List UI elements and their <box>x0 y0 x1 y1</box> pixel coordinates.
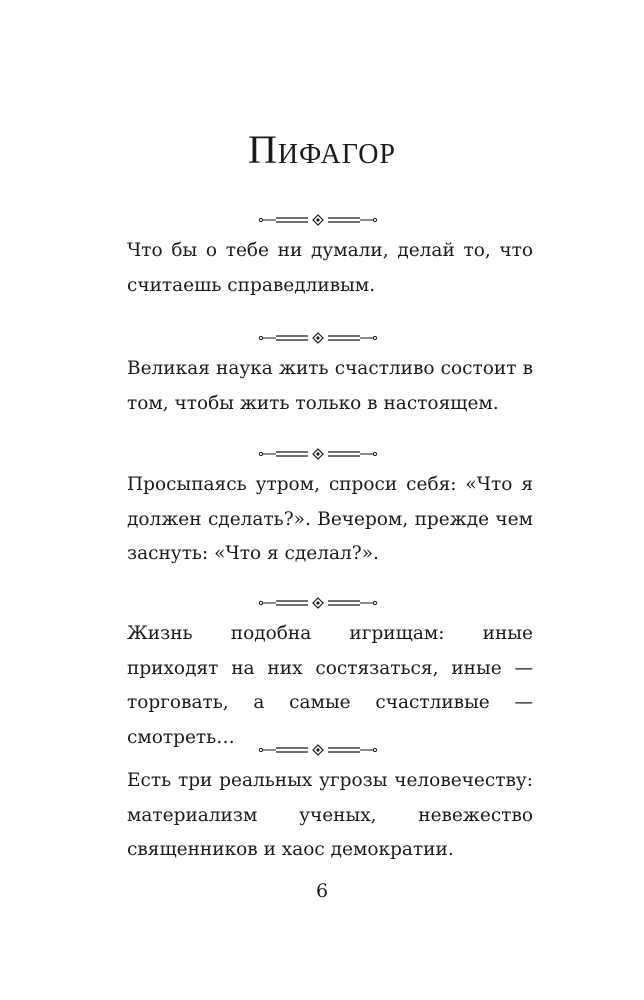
quote-text: Великая наука жить счастливо состоит в том, чтобы жить только в настоящем. <box>127 358 533 414</box>
quote-text: Что бы о тебе ни думали, делай то, что считаешь справедливым. <box>127 240 533 296</box>
ornamental-divider-icon <box>258 214 378 226</box>
ornamental-divider-icon <box>258 597 378 609</box>
ornamental-divider-icon <box>258 744 378 756</box>
page-title: Пифагор <box>248 127 396 172</box>
quote-text: Просыпаясь утром, спроси себя: «Что я должен сделать?». Вечером, прежде чем заснуть: «Что я сделал?». <box>127 474 533 564</box>
quote-text: Жизнь подобна игрищам: иные приходят на них состязаться, иные — торговать, а самые счастливые — смотреть… <box>127 623 533 748</box>
page-number: 6 <box>315 880 329 902</box>
ornamental-divider-icon <box>258 332 378 344</box>
ornamental-divider-icon <box>258 448 378 460</box>
quote-text: Есть три реальных угрозы человечеству: материализм ученых, невежество священников и хаос демократии. <box>127 770 533 860</box>
